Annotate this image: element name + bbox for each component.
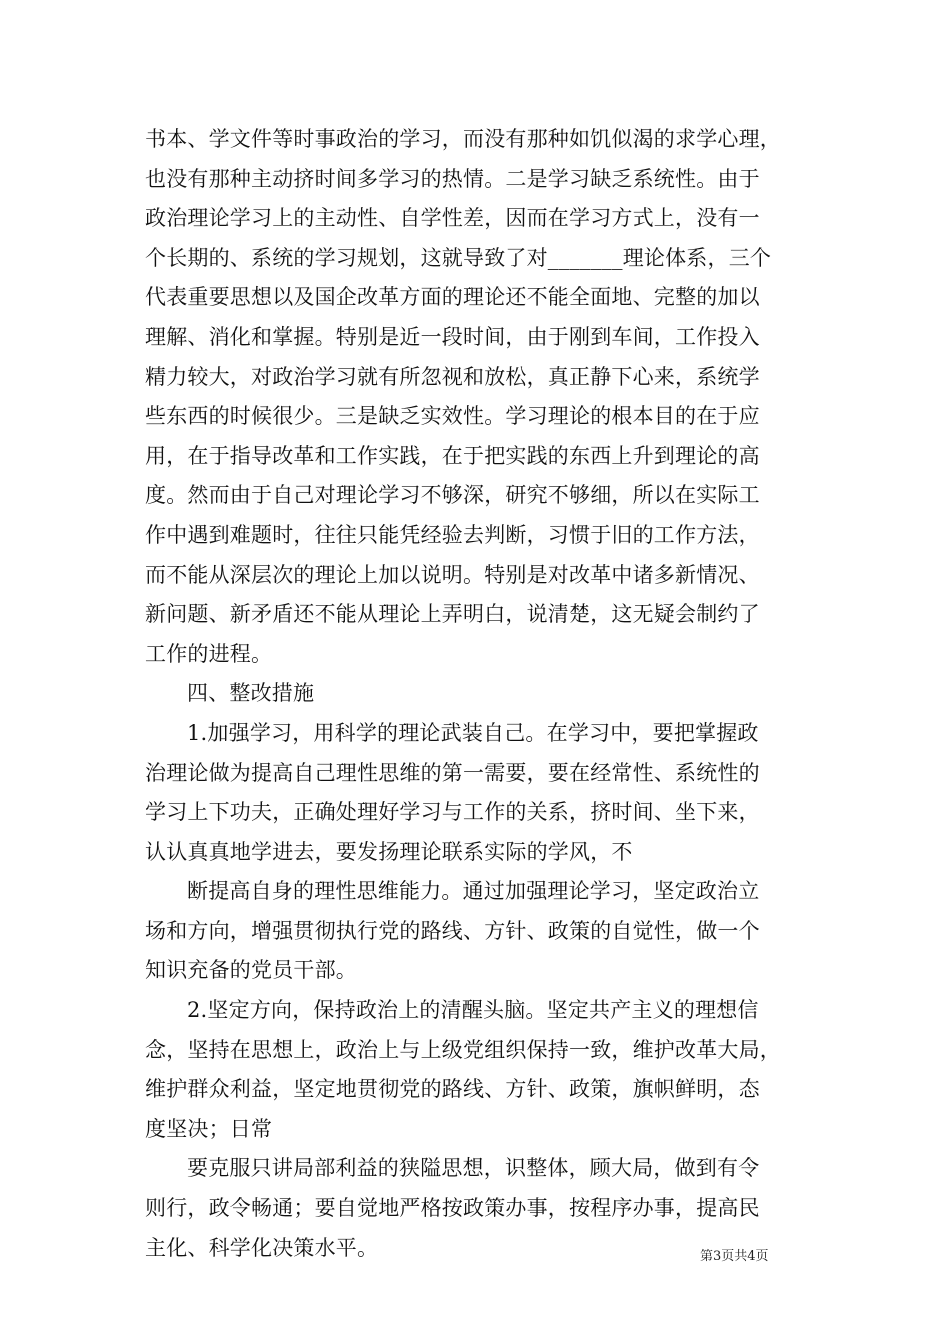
text-line: 主化、科学化决策水平。	[145, 1235, 379, 1260]
text-line: 用，在于指导改革和工作实践，在于把实践的东西上升到理论的高	[145, 443, 760, 468]
text-line: 代表重要思想以及国企改革方面的理论还不能全面地、完整的加以	[145, 285, 760, 310]
text-line: 学习上下功夫，正确处理好学习与工作的关系，挤时间、坐下来，	[145, 800, 760, 825]
text-line: 新问题、新矛盾还不能从理论上弄明白，说清楚，这无疑会制约了	[145, 602, 760, 627]
text-line: 知识充备的党员干部。	[145, 958, 357, 983]
body-text	[145, 120, 815, 1268]
text-line: 认认真真地学进去，要发扬理论联系实际的学风，不	[145, 839, 633, 864]
text-line: 些东西的时候很少。三是缺乏实效性。学习理论的根本目的在于应	[145, 404, 760, 429]
text-line: 精力较大，对政治学习就有所忽视和放松，真正静下心来，系统学	[145, 364, 760, 389]
text-line: 度。然而由于自己对理论学习不够深，研究不够细，所以在实际工	[145, 483, 760, 508]
text-line: 也没有那种主动挤时间多学习的热情。二是学习缺乏系统性。由于	[145, 166, 760, 191]
text-line: 工作的进程。	[145, 641, 273, 666]
text-line: 书本、学文件等时事政治的学习，而没有那种如饥似渴的求学心理，	[145, 127, 781, 151]
text-line: 四、整改措施	[187, 681, 315, 706]
text-line: 念，坚持在思想上，政治上与上级党组织保持一致，维护改革大局，	[145, 1037, 781, 1062]
page-number: 第3页共4页	[700, 1249, 769, 1264]
text-line: 作中遇到难题时，往往只能凭经验去判断，习惯于旧的工作方法，	[145, 522, 760, 547]
text-line: 则行，政令畅通；要自觉地严格按政策办事，按程序办事，提高民	[145, 1196, 760, 1221]
text-line: 个长期的、系统的学习规划，这就导致了对_______理论体系，三个	[145, 245, 772, 270]
text-line: 理解、消化和掌握。特别是近一段时间，由于刚到车间，工作投入	[145, 324, 760, 349]
text-line: 场和方向，增强贯彻执行党的路线、方针、政策的自觉性，做一个	[145, 918, 760, 943]
text-line: 而不能从深层次的理论上加以说明。特别是对改革中诸多新情况、	[145, 562, 760, 587]
text-line: 2.坚定方向，保持政治上的清醒头脑。坚定共产主义的理想信	[187, 998, 759, 1023]
text-line: 政治理论学习上的主动性、自学性差，因而在学习方式上，没有一	[145, 206, 760, 231]
text-line: 1.加强学习，用科学的理论武装自己。在学习中，要把掌握政	[187, 720, 759, 745]
text-line: 治理论做为提高自己理性思维的第一需要，要在经常性、系统性的	[145, 760, 760, 785]
text-line: 维护群众利益，坚定地贯彻党的路线、方针、政策，旗帜鲜明，态	[145, 1077, 760, 1102]
text-line: 要克服只讲局部利益的狭隘思想，识整体，顾大局，做到有令	[187, 1156, 760, 1181]
text-line: 断提高自身的理性思维能力。通过加强理论学习，坚定政治立	[187, 879, 760, 904]
text-line: 度坚决；日常	[145, 1116, 273, 1141]
